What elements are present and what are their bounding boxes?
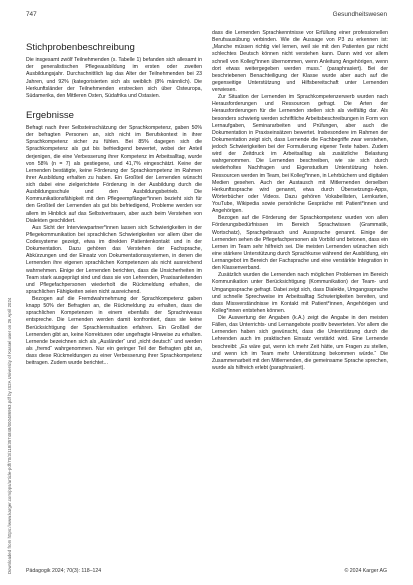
page-number: 747 <box>26 11 37 18</box>
body-paragraph: Zur Situation der Lernenden im Sprachkompetenzerwerb wurden nach Herausforderungen und Ressourcen gefragt. Die Arten der Herausforderungen für die Lernenden stellen sich als vielfältig dar. Als besonders schwierig werden schriftliche Arbeitsbeschreibungen in Form von Lernaufgaben, Seminararbeiten und Prüfungen, aber auch die Dokumentation in Praxiseinsätzen bewertet. Insbesondere im Rahmen der Dokumentation zeigt sich, dass Lernende die Fachbegriffe zwar verstehen, jedoch Schwierigkeiten bei der Formulierung eigener Texte haben. Zudem wird der Zeitdruck im Arbeitsalltag als zusätzliche Belastung wahrgenommen. Die Lernenden beschreiben, wie sie sich durch wiederholtes Nachfragen und Eigenstudium Unterstützung holen. Ressourcen werden im Team, bei Kolleg*innen, in Lehrbüchern und digitalen Medien gesehen. Auch der Austausch mit Mitlernenden derselben Herkunftssprache wird genannt, etwa durch Übersetzungs-Apps, Wörterbücher oder Videos. Dazu gehören Vokabellisten, Lernkarten, YouTube, Wikipedia sowie persönliche Gespräche mit Patient*innen und Angehörigen. <box>212 94 388 215</box>
journal-name: Gesundheitswesen <box>332 11 387 18</box>
section-paragraph: Befragt nach ihrer Selbsteinschätzung der Sprachkompetenz, gaben 50% der befragten Personen an, sich nicht im Berufskontext in ihrer Sprachkompetenz sicher zu fühlen. Bei 85% dagegen sich die Sprachkompetenz als gut bis befriedigend bewertet, wobei der Anteil derjenigen, die eine Verbesserung ihrer Kompetenz im Arbeitsalltag, wurde von 58% (n = 7) als gestiegene, und 41,7% eingeschätzt. Keine der Lernenden bestätigte, keine Förderung der Sprachkompetenz im Rahmen ihrer Ausbildung erhalten zu haben. Ein Großteil der Lernenden wünscht sich dabei eine zielgerichtete Förderung in der Ausbildung durch die Ausbildungsschule und den Ausbildungsbetrieb. Die Kommunikationsfähigkeit mit den Pflegeempfänger*innen bezieht sich für den Großteil der Lernenden als gut bis befriedigend, Probleme werden vor allem im Hinblick auf das Selbstvertrauen, aber auch beim Verstehen von Dialekten geschildert. <box>26 125 202 224</box>
body-paragraph: Bezogen auf die Förderung der Sprachkompetenz wurden von allen Förderungsbedürfnissen im Bereich Sprachwissen (Grammatik, Wortschatz), Sprachgebrauch und Aussprache genannt. Einige der Lernenden sehen die Pflegefachpersonen als Vorbild und betonen, dass ein Lernen im Team sehr hilfreich sei. Die meisten Lernenden wünschen sich eine stärkere Unterstützung durch Sprachkurse während der Ausbildung, ein Lernangebot im Bereich der Fachsprache und eine verstärkte Integration in den Klassenverband. <box>212 215 388 272</box>
section-paragraph: Bezogen auf die Fremdwahrnehmung der Sprachkompetenz gaben knapp 50% der Befragten an, die Rückmeldung zu erhalten, dass die sprachlichen Kompetenzen in einem ebenfalls der Sprachniveaus entspreche. Die Lernenden werden damit konfrontiert, dass sie keine Berücksichtigung der Sprachlernsituation erfahren. Ein Großteil der Lernenden gibt an, keine Korrekturen oder ungefragte Hinweise zu erhalten. Lernende bezeichnen sich als „Ausländer“ und „nicht deutsch“ und werden als „fremd“ wahrgenommen. Nur ein geringer Teil der Befragten gibt an, dass diese Rückmeldungen zu einer Verbesserung ihrer Sprachkompetenz beitragen. Zudem wurde berichtet... <box>26 296 202 367</box>
body-paragraph: Zusätzlich wurden die Lernenden nach möglichen Problemen im Bereich Kommunikation unter Berücksichtigung (Kommunikation) der Team- und Umgangssprache gefragt. Dabei zeigt sich, dass Dialekte, Umgangssprache und schnelle Sprechweise im Arbeitsalltag Schwierigkeiten bereiten, und dass Missverständnisse im Kontakt mit Patient*innen, Angehörigen und Kolleg*innen entstehen können. <box>212 272 388 314</box>
right-column <box>212 30 388 372</box>
section-paragraph: Aus Sicht der Interviewpartner*innen lassen sich Schwierigkeiten in der Pflegekommunikation bei sprachlichen Schwierigkeiten vor allem über die Codesysteme gezeigt, etwa im direkten Patientenkontakt und in der Dokumentation. Dazu gehören das Verstehen der Fachsprache, Abkürzungen und der Einsatz von Dokumentationssystemen, in denen die Lernenden ihre eigenen sprachlichen Kompetenzen als nicht ausreichend wahrnehmen. Einige der Lernenden berichten, dass die Unsicherheiten im Team stark ausgeprägt sind und dass sie von Lehrenden, Praxisanleitenden und Pflegefachpersonen wiederholt die Rückmeldung erhalten, die sprachlichen Fähigkeiten seien nicht ausreichend. <box>26 224 202 295</box>
vertical-watermark <box>0 18 12 578</box>
left-column <box>26 30 202 367</box>
section-title: Ergebnisse <box>26 109 74 121</box>
footer-citation: Pädagogik 2024; 70(3): 118–124 <box>26 568 102 574</box>
watermark-text: Downloaded from https://www.karger.com/pps/article-pdf/70/3/118/3574848/000486963.pdf by IS2A University of Kassel user on 26 April 2024 <box>7 297 12 574</box>
section-paragraph: Die insgesamt zwölf Teilnehmenden (s. Tabelle 1) befanden sich allesamt in der generalistischen Pflegeausbildung im ersten oder zweiten Ausbildungsjahr. Durchschnittlich lag das Alter der Teilnehmenden bei 23 Jahren, und 92% (kategorisierten sich als weiblich (8% männlich). Die Herkunftsländer der Teilnehmenden erstrecken sich über Osteuropa, Südamerika, den Mittleren Osten, Südafrika und Ostasien. <box>26 57 202 99</box>
body-paragraph: dass die Lernenden Sprachkenntnisse vor Erfüllung einer professionellen Berufsausübung verbinden. Wie die Aussage von P3 zu erkennen ist: „Manche müssen richtig viel lernen, weil sie mit den Patienten gar nicht schlechtes Deutsch können nicht verstehen kann. Dann wird vor allem schnell von Kolleg*innen übernommen, wenn Anleitung Angehörigen, wenn dort etwas weitergegeben werden muss.“ (paraphrasiert). Bei der beschriebenen Benachteiligung der Klasse wurde aber auch auf die gegenseitige Unterstützung und Hilfsbereitschaft unter Lernenden verwiesen. <box>212 30 388 93</box>
footer-copyright: © 2024 Karger AG <box>344 568 387 574</box>
section-title: Stichprobenbeschreibung <box>26 42 135 53</box>
body-paragraph: Die Auswertung der Angaben (k.A.) zeigt die Angabe in den meisten Fällen, das Unterrichts- und Lernangebote positiv bewerteten. Vor allem die Lernenden haben sich gewünscht, dass die Unterstützung durch die Lehrenden auch im praktischen Einsatz verstärkt wird. Eine Lernende beschreibt: „Es wäre gut, wenn ich mehr Zeit hätte, um Fragen zu stellen, und wenn ich im Team mehr Unterstützung bekommen würde.“ Die Zusammenarbeit mit den Mitlernenden, die gemeinsame Sprache sprechen, wurde als hilfreich erlebt (paraphrasiert). <box>212 315 388 371</box>
